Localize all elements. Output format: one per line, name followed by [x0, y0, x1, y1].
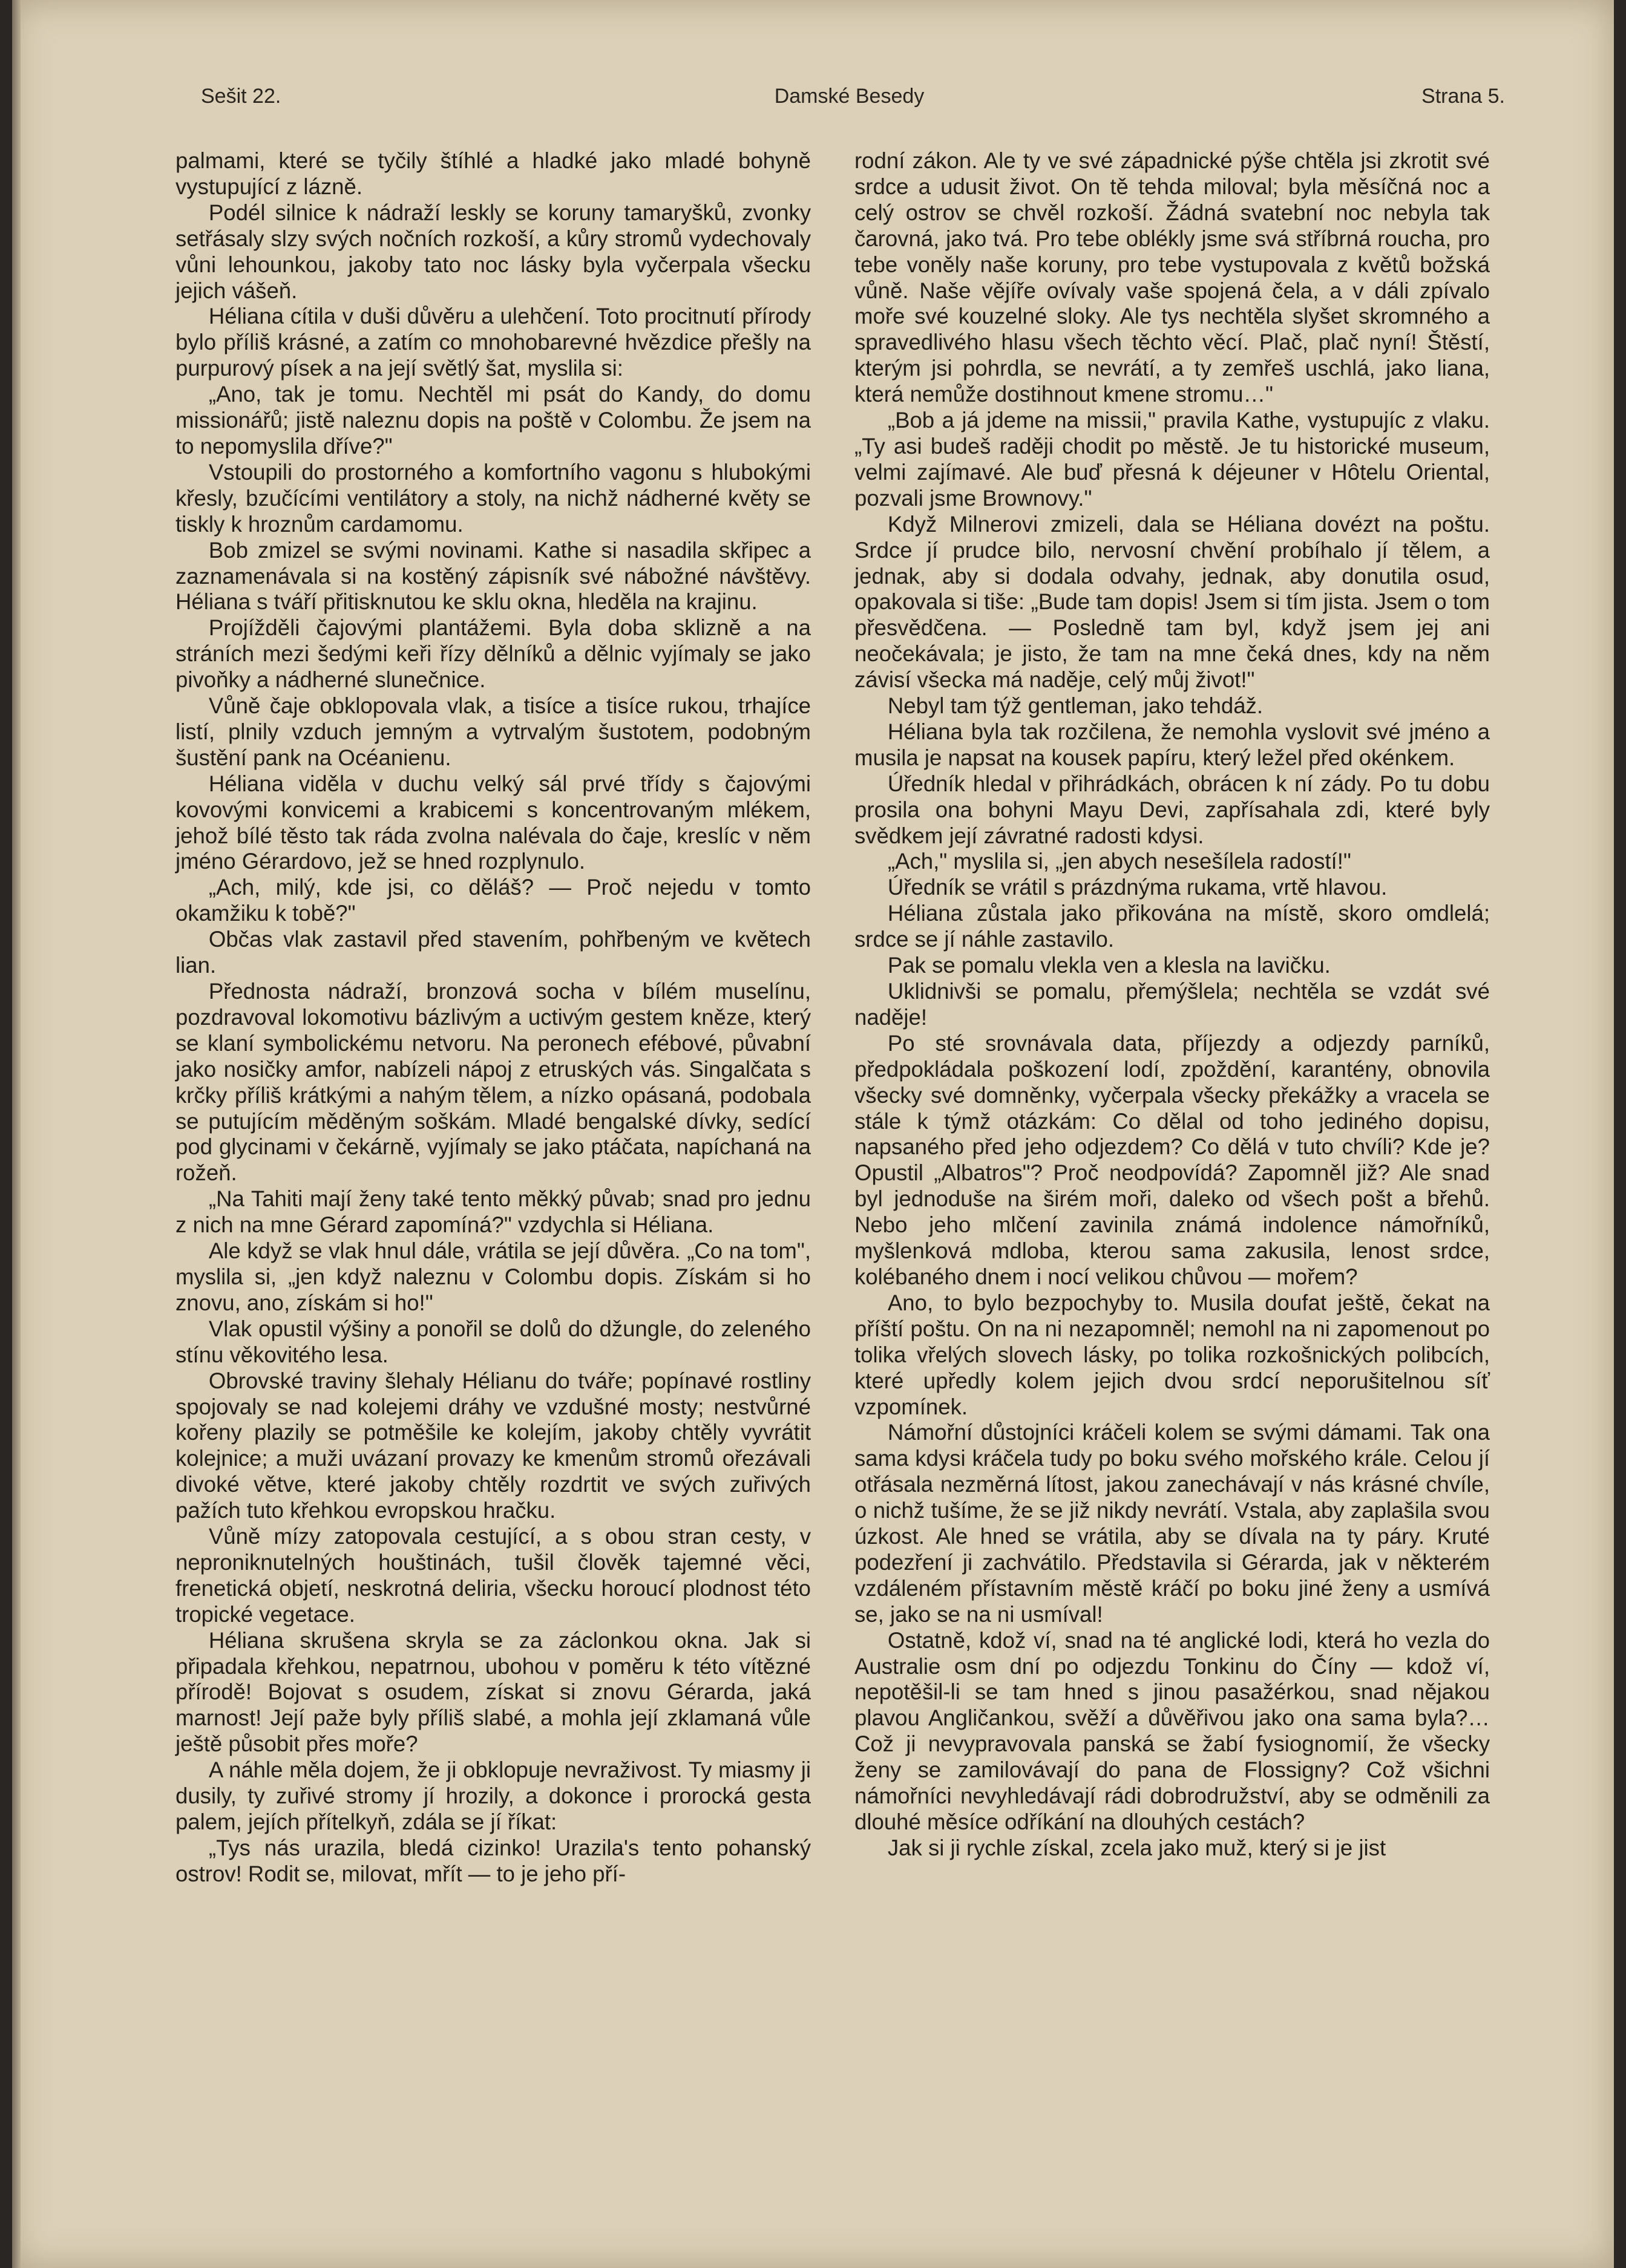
left-column	[175, 148, 811, 1887]
paragraph: Přednosta nádraží, bronzová socha v bílém muselínu, pozdravoval lokomotivu bázlivým a uctivým gestem kněze, který se klaní symbolickému netvoru. Na peronech efébové, půvabní jako nosičky amfor, nabízeli nápoj z etruských vás. Singalčata s krčky příliš krátkými a nahým tělem, a nízko opásaná, podobala se putujícím měděným soškám. Mladé bengalské dívky, sedící pod glycinami v čekárně, vyjímaly se jako ptáčata, napíchaná na rožeň.	[175, 979, 811, 1186]
paragraph: Héliana zůstala jako přikována na místě, skoro omdlelá; srdce se jí náhle zastavilo.	[854, 901, 1490, 952]
paragraph: Vůně mízy zatopovala cestující, a s obou stran cesty, v neproniknutelných houštinách, tušil člověk tajemné věci, frenetická objetí, neskrotná deliria, všecku horoucí plodnost této tropické vegetace.	[175, 1524, 811, 1627]
paragraph: Po sté srovnávala data, příjezdy a odjezdy parníků, předpokládala poškození lodí, zpoždění, karantény, obnovila všecky své domněnky, vyčerpala všecky překážky a vracela se stále k týmž otázkám: Co dělal od toho jediného dopisu, napsaného před jeho odjezdem? Co dělá v tuto chvíli? Kde je? Opustil „Albatros"? Proč neodpovídá? Zapomněl již? Ale snad byl jednoduše na širém moři, daleko od všech pošt a břehů. Nebo jeho mlčení zavinila známá indolence námořníků, myšlenková mdloba, kterou sama zakusila, lenost srdce, kolébaného dnem i nocí velikou chůvou — mořem?	[854, 1030, 1490, 1289]
paragraph: Héliana skrušena skryla se za záclonkou okna. Jak si připadala křehkou, nepatrnou, ubohou v poměru k této vítězné přírodě! Bojovat s osudem, získat si znovu Gérarda, jaká marnost! Její paže byly příliš slabé, a mohla její zklamaná vůle ještě působit přes moře?	[175, 1627, 811, 1757]
paragraph: Nebyl tam týž gentleman, jako tehdáž.	[887, 693, 1264, 719]
paragraph: „Na Tahiti mají ženy také tento měkký půvab; snad pro jednu z nich na mne Gérard zapomíná?" vzdychla si Héliana.	[175, 1186, 811, 1238]
paragraph: rodní zákon. Ale ty ve své západnické pýše chtěla jsi zkrotit své srdce a udusit život. On tě tehda miloval; byla měsíčná noc a celý ostrov se chvěl rozkoší. Žádná svatební noc nebyla tak čarovná, jako tvá. Pro tebe oblékly jsme svá stříbrná roucha, pro tebe voněly naše koruny, pro tebe vystupovala z květů božská vůně. Naše vějíře ovívaly vaše spojená čela, a v dáli zpívalo moře své kouzelné sloky. Ale tys nechtěla slyšet skromného a spravedlivého hlasu všech těchto věcí. Plač, plač nyní! Štěstí, kterým jsi pohrdla, se nevrátí, a ty zemřeš uschlá, jako liana, která nemůže dostihnout kmene stromu…"	[854, 148, 1490, 407]
paragraph: „Ach," myslila si, „jen abych nesešílela radostí!"	[887, 849, 1351, 874]
issue-number: Sešit 22.	[201, 85, 281, 108]
paragraph: palmami, které se tyčily štíhlé a hladké jako mladé bohyně vystupující z lázně.	[175, 148, 811, 199]
paragraph: Héliana viděla v duchu velký sál prvé třídy s čajovými kovovými konvicemi a krabicemi s koncentrovaným mlékem, jehož bílé těsto tak ráda zvolna nalévala do čaje, kreslíc v něm jméno Gérardovo, jež se hned rozplynulo.	[175, 771, 811, 874]
paragraph: Projížděli čajovými plantážemi. Byla doba sklizně a na stráních mezi šedými keři řízy dělníků a dělnic vyjímaly se jako pivoňky a nádherné slunečnice.	[175, 615, 811, 693]
paragraph: Obrovské traviny šlehaly Hélianu do tváře; popínavé rostliny spojovaly se nad kolejemi dráhy ve vzdušné mosty; nestvůrné kořeny plazily se potměšile ke kolejím, jakoby chtěly vyvrátit kolejnice; a muži uvázaní provazy ke kmenům stromů ořezávali divoké větve, které jakoby chtěly rozdrtit ve svých zuřivých pažích tuto křehkou evropskou hračku.	[175, 1368, 811, 1523]
paragraph: „Bob a já jdeme na missii," pravila Kathe, vystupujíc z vlaku. „Ty asi budeš raději chodit po městě. Je tu historické museum, velmi zajímavé. Ale buď přesná k déjeuner v Hôtelu Oriental, pozvali jsme Brownovy."	[854, 408, 1490, 511]
paragraph: Když Milnerovi zmizeli, dala se Héliana dovézt na poštu. Srdce jí prudce bilo, nervosní chvění probíhalo jí tělem, a jednak, aby si dodala odvahy, jednak, aby donutila osud, opakovala si tiše: „Bude tam dopis! Jsem si tím jista. Jsem o tom přesvědčena. — Posledně tam byl, když jsem jej ani neočekávala; je jisto, že tam na mne čeká dnes, kdy na něm závisí všecka má naděje, celý můj život!"	[854, 511, 1490, 693]
paragraph: Podél silnice k nádraží leskly se koruny tamaryšků, zvonky setřásaly slzy svých nočních rozkoší, a kůry stromů vydechovaly vůni lehounkou, jakoby tato noc lásky byla vyčerpala všecku jejich vášeň.	[175, 200, 811, 303]
paragraph: Ano, to bylo bezpochyby to. Musila doufat ještě, čekat na příští poštu. On na ni nezapomněl; nemohl na ni zapomenout po tolika vřelých slovech lásky, po tolika rozkošnických polibcích, které upředly kolem jejich dvou srdcí neporušitelnou síť vzpomínek.	[854, 1290, 1490, 1419]
paragraph: „Ach, milý, kde jsi, co děláš? — Proč nejedu v tomto okamžiku k tobě?"	[175, 875, 811, 926]
page-spine	[12, 0, 21, 2268]
paragraph: Héliana cítila v duši důvěru a ulehčení. Toto procitnutí přírody bylo příliš krásné, a zatím co mnohobarevné hvězdice přešly na purpurový písek a na její světlý šat, myslila si:	[175, 304, 811, 381]
paragraph: Bob zmizel se svými novinami. Kathe si nasadila skřipec a zaznamenávala si na kostěný zápisník své nábožné návštěvy. Héliana s tváří přitisknutou ke sklu okna, hleděla na krajinu.	[175, 537, 811, 615]
paragraph: Vůně čaje obklopovala vlak, a tisíce a tisíce rukou, trhajíce listí, plnily vzduch jemným a vytrvalým šustotem, podobným šustění pank na Océanienu.	[175, 693, 811, 770]
paragraph: Vlak opustil výšiny a ponořil se dolů do džungle, do zeleného stínu věkovitého lesa.	[175, 1316, 811, 1367]
right-column	[854, 148, 1490, 1861]
paragraph: „Tys nás urazila, bledá cizinko! Urazila's tento pohanský ostrov! Rodit se, milovat, mřít — to je jeho pří-	[175, 1835, 811, 1886]
paragraph: Uklidnivši se pomalu, přemýšlela; nechtěla se vzdát své naděje!	[854, 979, 1490, 1030]
paragraph: Úředník hledal v přihrádkách, obrácen k ní zády. Po tu dobu prosila ona bohyni Mayu Devi, zapřísahala zdi, které byly svědkem její závratné radosti kdysi.	[854, 771, 1490, 848]
page	[12, 0, 1614, 2268]
paragraph: Vstoupili do prostorného a komfortního vagonu s hlubokými křesly, bzučícími ventilátory a stoly, na nichž nádherné květy se tiskly k hroznům cardamomu.	[175, 459, 811, 537]
paragraph: A náhle měla dojem, že ji obklopuje nevraživost. Ty miasmy ji dusily, ty zuřivé stromy jí hrozily, a dokonce i prorocká gesta palem, jejích přítelkyň, zdála se jí říkat:	[175, 1757, 811, 1834]
paragraph: „Ano, tak je tomu. Nechtěl mi psát do Kandy, do domu missionářů; jistě naleznu dopis na poště v Colombu. Že jsem na to nepomyslila dříve?"	[175, 382, 811, 459]
paragraph: Námořní důstojníci kráčeli kolem se svými dámami. Tak ona sama kdysi kráčela tudy po boku svého mořského krále. Celou jí otřásala nezměrná lítost, jakou zanechávají v nás krásné chvíle, o nichž tušíme, že se již nikdy nevrátí. Vstala, aby zaplašila svou úzkost. Ale hned se vrátila, aby se dívala na ty páry. Kruté podezření ji zachvátilo. Představila si Gérarda, jak v některém vzdáleném přístavním městě kráčí po boku jiné ženy a usmívá se, jako se na ni usmíval!	[854, 1420, 1490, 1627]
running-header	[194, 85, 1505, 121]
paragraph: Úředník se vrátil s prázdnýma rukama, vrtě hlavou.	[887, 875, 1388, 900]
magazine-title: Damské Besedy	[774, 85, 925, 108]
paragraph: Občas vlak zastavil před stavením, pohřbeným ve květech lian.	[175, 927, 811, 978]
paragraph: Pak se pomalu vlekla ven a klesla na lavičku.	[887, 953, 1331, 978]
page-number: Strana 5.	[1421, 85, 1505, 108]
paragraph: Héliana byla tak rozčilena, že nemohla vyslovit své jméno a musila je napsat na kousek papíru, který ležel před okénkem.	[854, 719, 1490, 770]
paragraph: Ostatně, kdož ví, snad na té anglické lodi, která ho vezla do Australie osm dní po odjezdu Tonkinu do Číny — kdož ví, nepotěšil-li se tam hned s jinou pasažérkou, snad nějakou plavou Angličankou, svěží a důvěřivou jako ona sama byla?… Což ji nevypravovala panská se žabí fysiognomií, že všecky ženy se zamilovávají do pana de Flossigny? Což všichni námořníci nevyhledávají rádi dobrodružství, aby se odměnili za dlouhé měsíce odříkání na dlouhých cestách?	[854, 1627, 1490, 1834]
paragraph: Ale když se vlak hnul dále, vrátila se její důvěra. „Co na tom", myslila si, „jen když naleznu v Colombu dopis. Získám si ho znovu, ano, získám si ho!"	[175, 1238, 811, 1315]
paragraph: Jak si ji rychle získal, zcela jako muž, který si je jist	[887, 1835, 1386, 1860]
